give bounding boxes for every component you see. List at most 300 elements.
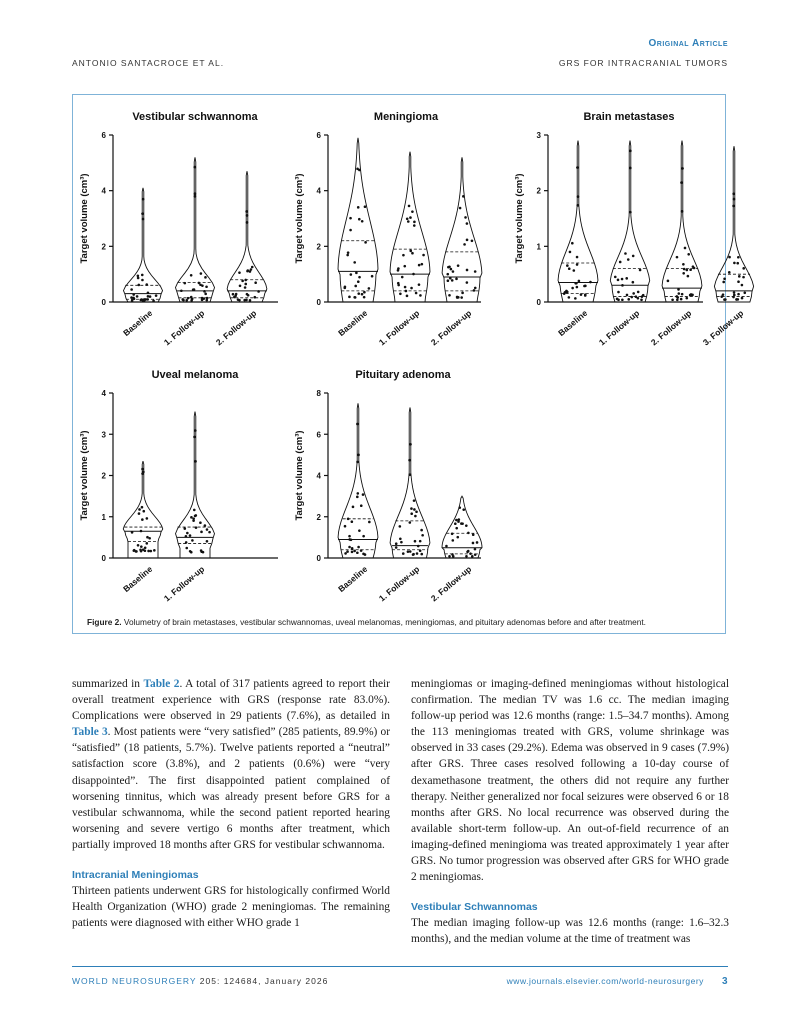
- data-point: [141, 212, 144, 215]
- data-point: [465, 524, 468, 527]
- category-label: Baseline: [121, 307, 155, 339]
- data-point: [680, 298, 683, 301]
- data-point: [576, 263, 579, 266]
- data-point: [153, 549, 156, 552]
- data-point: [356, 168, 359, 171]
- data-point: [140, 550, 143, 553]
- y-tick-label: 4: [101, 186, 106, 196]
- violin-plots: [73, 95, 746, 610]
- y-tick-label: 2: [101, 242, 106, 252]
- data-point: [422, 254, 425, 257]
- data-point: [193, 166, 196, 169]
- data-point: [418, 283, 421, 286]
- data-point: [397, 269, 400, 272]
- data-point: [471, 239, 474, 242]
- data-point: [405, 290, 408, 293]
- data-point: [404, 286, 407, 289]
- data-point: [415, 510, 418, 513]
- y-tick-label: 4: [316, 186, 321, 196]
- data-point: [147, 295, 150, 298]
- data-point: [356, 496, 359, 499]
- data-point: [141, 468, 144, 471]
- data-point: [467, 532, 470, 535]
- data-point: [728, 271, 731, 274]
- data-point: [627, 258, 630, 261]
- data-point: [354, 296, 357, 299]
- data-point: [474, 548, 477, 551]
- paragraph: The median imaging follow-up was 12.6 months (range: 1.6–32.3 months), and the median volume at the time of treatment was: [411, 917, 729, 946]
- data-point: [352, 506, 355, 509]
- data-point: [736, 262, 739, 265]
- data-point: [685, 297, 688, 300]
- article-type-label: Original Article: [648, 38, 728, 49]
- data-point: [348, 546, 351, 549]
- data-point: [632, 255, 635, 258]
- data-point: [204, 524, 207, 527]
- data-point: [137, 284, 140, 287]
- data-point: [194, 195, 197, 198]
- data-point: [130, 288, 133, 291]
- y-tick-label: 8: [316, 389, 321, 398]
- violin-shape: [714, 146, 753, 302]
- data-point: [409, 550, 412, 553]
- data-point: [737, 298, 740, 301]
- data-point: [246, 221, 249, 224]
- data-point: [194, 429, 197, 432]
- data-point: [206, 528, 209, 531]
- data-point: [141, 506, 144, 509]
- data-point: [356, 551, 359, 554]
- data-point: [420, 529, 423, 532]
- data-point: [191, 539, 194, 542]
- data-point: [407, 550, 410, 553]
- data-point: [409, 521, 412, 524]
- data-point: [681, 167, 684, 170]
- data-point: [462, 508, 465, 511]
- data-point: [403, 265, 406, 268]
- data-point: [452, 270, 455, 273]
- data-point: [471, 555, 474, 558]
- data-point: [474, 553, 477, 556]
- data-point: [346, 254, 349, 257]
- data-point: [410, 287, 413, 290]
- data-point: [349, 217, 352, 220]
- data-point: [137, 274, 140, 277]
- data-point: [571, 242, 574, 245]
- violin-shape: [610, 141, 649, 302]
- data-point: [182, 299, 185, 302]
- violin-shape: [338, 403, 378, 558]
- data-point: [152, 300, 155, 303]
- page-number: 3: [721, 976, 728, 987]
- data-point: [142, 471, 145, 474]
- data-point: [137, 544, 140, 547]
- data-point: [617, 291, 620, 294]
- data-point: [360, 549, 363, 552]
- table-3-link[interactable]: Table 3: [72, 726, 108, 739]
- data-point: [415, 292, 418, 295]
- data-point: [583, 285, 586, 288]
- data-point: [624, 252, 627, 255]
- data-point: [723, 277, 726, 280]
- data-point: [254, 281, 257, 284]
- data-point: [193, 288, 196, 291]
- data-point: [447, 266, 450, 269]
- data-point: [344, 525, 347, 528]
- data-point: [241, 280, 244, 283]
- data-point: [246, 214, 249, 217]
- data-point: [445, 545, 448, 548]
- data-point: [448, 555, 451, 558]
- data-point: [687, 275, 690, 278]
- violin-shape: [390, 152, 430, 302]
- data-point: [356, 423, 359, 426]
- data-point: [357, 206, 360, 209]
- data-point: [245, 299, 248, 302]
- data-point: [569, 251, 572, 254]
- data-point: [205, 285, 208, 288]
- data-point: [635, 295, 638, 298]
- data-point: [238, 299, 241, 302]
- citation-detail: 205: 124684, January 2026: [196, 976, 329, 986]
- data-point: [203, 290, 206, 293]
- data-point: [150, 550, 153, 553]
- data-point: [407, 220, 410, 223]
- data-point: [451, 539, 454, 542]
- data-point: [640, 298, 643, 301]
- data-point: [421, 263, 424, 266]
- category-label: Baseline: [556, 307, 590, 339]
- data-point: [257, 290, 260, 293]
- data-point: [447, 279, 450, 282]
- data-point: [406, 295, 409, 298]
- table-2-link[interactable]: Table 2: [143, 678, 180, 690]
- data-point: [564, 291, 567, 294]
- category-label: 1. Follow-up: [161, 563, 207, 604]
- data-point: [416, 552, 419, 555]
- data-point: [142, 218, 145, 221]
- data-point: [131, 531, 134, 534]
- violin-shape: [123, 461, 163, 558]
- data-point: [208, 531, 211, 534]
- data-point: [419, 549, 422, 552]
- category-label: 1. Follow-up: [596, 307, 642, 348]
- data-point: [145, 542, 148, 545]
- data-point: [145, 298, 148, 301]
- data-point: [642, 294, 645, 297]
- violin-shape: [558, 141, 598, 302]
- panel-title: Vestibular schwannoma: [132, 111, 258, 123]
- data-point: [361, 293, 364, 296]
- data-point: [146, 517, 149, 520]
- data-point: [195, 526, 198, 529]
- data-point: [419, 540, 422, 543]
- violin-shape: [176, 412, 215, 558]
- data-point: [138, 512, 141, 515]
- data-point: [637, 291, 640, 294]
- data-point: [362, 493, 365, 496]
- body-column-left: [72, 676, 390, 931]
- data-point: [629, 211, 632, 214]
- category-label: Baseline: [336, 563, 370, 595]
- data-point: [409, 443, 412, 446]
- data-point: [363, 296, 366, 299]
- data-point: [467, 550, 470, 553]
- data-point: [733, 198, 736, 201]
- data-point: [202, 551, 205, 554]
- data-point: [413, 508, 416, 511]
- data-point: [357, 454, 360, 457]
- data-point: [142, 548, 145, 551]
- data-point: [356, 461, 359, 464]
- data-point: [351, 520, 354, 523]
- footer-divider: [72, 966, 728, 967]
- data-point: [573, 269, 576, 272]
- data-point: [395, 542, 398, 545]
- section-heading-meningiomas: Intracranial Meningiomas: [72, 869, 199, 882]
- data-point: [629, 150, 632, 153]
- violin-shape: [662, 141, 702, 302]
- journal-name: WORLD NEUROSURGERY: [72, 976, 197, 986]
- data-point: [576, 286, 579, 289]
- data-point: [568, 296, 571, 299]
- data-point: [244, 283, 247, 286]
- data-point: [621, 298, 624, 301]
- data-point: [451, 279, 454, 282]
- category-label: 1. Follow-up: [376, 563, 422, 604]
- data-point: [245, 210, 248, 213]
- data-point: [200, 531, 203, 534]
- data-point: [147, 291, 150, 294]
- y-tick-label: 0: [316, 554, 321, 563]
- footer-citation: [72, 976, 328, 986]
- y-axis-label: Target volume (cm³): [79, 430, 90, 521]
- data-point: [206, 540, 209, 543]
- data-point: [578, 280, 581, 283]
- data-point: [348, 296, 351, 299]
- data-point: [344, 286, 347, 289]
- data-point: [142, 198, 145, 201]
- data-point: [464, 216, 467, 219]
- data-point: [462, 195, 465, 198]
- data-point: [401, 276, 404, 279]
- y-tick-label: 2: [101, 471, 106, 481]
- data-point: [680, 181, 683, 184]
- data-point: [692, 265, 695, 268]
- paragraph: Thirteen patients underwent GRS for histologically confirmed World Health Organization (WHO) grade 2 meningiomas. The remaining patients were diagnosed with either WHO grade 1: [72, 885, 390, 930]
- data-point: [743, 291, 746, 294]
- data-point: [189, 534, 192, 537]
- data-point: [461, 522, 464, 525]
- paragraph: meningiomas or imaging-defined meningiomas without histological confirmation. The median TV was 1.6 cc. The median imaging follow-up period was 12.6 months (range: 1.5–34.7 months). Among the 113 meningiomas treated with GRS, volume shrinkage was observed in 33 cases (29.2%). Edema was observed in 9 cases (7.9%) after GRS. Three cases resolved following a 10-day course of dexamethasone treatment, the others did not require any further therapy. Neither generalized nor focal seizures were observed 6 or 18 months after GRS. No local recurrence was observed during the available short-term follow-up. An out-of-field recurrence of an imaging-defined meningioma was treated approximately 1 year after GRS. No tumor progression was observed after GRS for WHO grade 2 meningiomas.: [411, 678, 729, 884]
- data-point: [364, 241, 367, 244]
- data-point: [185, 547, 188, 550]
- data-point: [199, 283, 202, 286]
- data-point: [420, 553, 423, 556]
- data-point: [348, 535, 351, 538]
- data-point: [346, 550, 349, 553]
- data-point: [568, 267, 571, 270]
- data-point: [577, 195, 580, 198]
- section-heading-schwannomas: Vestibular Schwannomas: [411, 901, 538, 914]
- data-point: [135, 550, 138, 553]
- category-label: 1. Follow-up: [161, 307, 207, 348]
- data-point: [632, 281, 635, 284]
- y-tick-label: 0: [536, 298, 541, 307]
- data-point: [617, 298, 620, 301]
- data-point: [455, 527, 458, 530]
- data-point: [194, 460, 197, 463]
- figure-caption: [87, 617, 713, 627]
- data-point: [589, 281, 592, 284]
- data-point: [402, 254, 405, 257]
- data-point: [200, 272, 203, 275]
- data-point: [621, 278, 624, 281]
- y-tick-label: 1: [536, 242, 541, 252]
- data-point: [627, 298, 630, 301]
- data-point: [617, 279, 620, 282]
- data-point: [354, 285, 357, 288]
- data-point: [448, 294, 451, 297]
- data-point: [417, 545, 420, 548]
- y-tick-label: 1: [101, 512, 106, 522]
- data-point: [193, 436, 196, 439]
- data-point: [472, 542, 475, 545]
- data-point: [446, 273, 449, 276]
- data-point: [469, 552, 472, 555]
- data-point: [358, 276, 361, 279]
- data-point: [251, 266, 254, 269]
- running-authors: ANTONIO SANTACROCE ET AL.: [72, 58, 225, 68]
- data-point: [737, 280, 740, 283]
- data-point: [360, 504, 363, 507]
- data-point: [409, 250, 412, 253]
- y-tick-label: 2: [316, 512, 321, 522]
- data-point: [190, 299, 193, 302]
- data-point: [364, 205, 367, 208]
- data-point: [141, 518, 144, 521]
- data-point: [676, 256, 679, 259]
- data-point: [400, 541, 403, 544]
- data-point: [408, 459, 411, 462]
- data-point: [244, 286, 247, 289]
- data-point: [450, 268, 453, 271]
- data-point: [249, 299, 252, 302]
- data-point: [144, 546, 147, 549]
- data-point: [185, 541, 188, 544]
- data-point: [476, 541, 479, 544]
- data-point: [406, 217, 409, 220]
- data-point: [244, 279, 247, 282]
- data-point: [686, 269, 689, 272]
- data-point: [621, 284, 624, 287]
- data-point: [571, 287, 574, 290]
- data-point: [140, 530, 143, 533]
- y-axis-label: Target volume (cm³): [514, 173, 525, 264]
- data-point: [741, 284, 744, 287]
- data-point: [466, 269, 469, 272]
- data-point: [194, 192, 197, 195]
- data-point: [576, 204, 579, 207]
- y-tick-label: 6: [101, 131, 106, 140]
- data-point: [413, 499, 416, 502]
- data-point: [684, 247, 687, 250]
- panel-title: Brain metastases: [583, 111, 675, 123]
- data-point: [190, 274, 193, 277]
- y-tick-label: 6: [316, 430, 321, 440]
- data-point: [357, 292, 360, 295]
- data-point: [474, 287, 477, 290]
- data-point: [419, 294, 422, 297]
- data-point: [199, 521, 202, 524]
- figure-2: [72, 94, 746, 634]
- data-point: [723, 298, 726, 301]
- data-point: [192, 517, 195, 520]
- data-point: [204, 293, 207, 296]
- data-point: [186, 532, 189, 535]
- data-point: [187, 297, 190, 300]
- category-label: Baseline: [121, 563, 155, 595]
- data-point: [728, 256, 731, 259]
- data-point: [457, 264, 460, 267]
- data-point: [738, 275, 741, 278]
- data-point: [141, 274, 144, 277]
- data-point: [247, 269, 250, 272]
- data-point: [145, 283, 148, 286]
- journal-url[interactable]: www.journals.elsevier.com/world-neurosurgery: [506, 976, 704, 986]
- data-point: [133, 549, 136, 552]
- data-point: [246, 293, 249, 296]
- y-tick-label: 2: [316, 242, 321, 252]
- data-point: [455, 519, 458, 522]
- data-point: [358, 218, 361, 221]
- data-point: [466, 281, 469, 284]
- data-point: [205, 299, 208, 302]
- data-point: [357, 280, 360, 283]
- data-point: [412, 273, 415, 276]
- text-run: summarized in: [72, 678, 144, 690]
- data-point: [689, 294, 692, 297]
- y-tick-label: 3: [536, 131, 541, 140]
- data-point: [639, 269, 642, 272]
- data-point: [180, 289, 183, 292]
- data-point: [630, 296, 633, 299]
- data-point: [348, 538, 351, 541]
- data-point: [194, 515, 197, 518]
- data-point: [687, 253, 690, 256]
- data-point: [584, 294, 587, 297]
- data-point: [235, 293, 238, 296]
- data-point: [626, 294, 629, 297]
- data-point: [742, 267, 745, 270]
- running-title: GRS FOR INTRACRANIAL TUMORS: [558, 58, 728, 68]
- data-point: [357, 546, 360, 549]
- data-point: [412, 553, 415, 556]
- y-axis-label: Target volume (cm³): [294, 173, 305, 264]
- data-point: [461, 292, 464, 295]
- category-label: 3. Follow-up: [700, 307, 746, 348]
- data-point: [463, 243, 466, 246]
- data-point: [681, 210, 684, 213]
- y-tick-label: 4: [101, 389, 106, 398]
- data-point: [137, 277, 140, 280]
- data-point: [413, 221, 416, 224]
- data-point: [629, 167, 632, 170]
- data-point: [363, 291, 366, 294]
- y-tick-label: 2: [536, 186, 541, 196]
- data-point: [190, 516, 193, 519]
- category-label: 2. Follow-up: [648, 307, 694, 348]
